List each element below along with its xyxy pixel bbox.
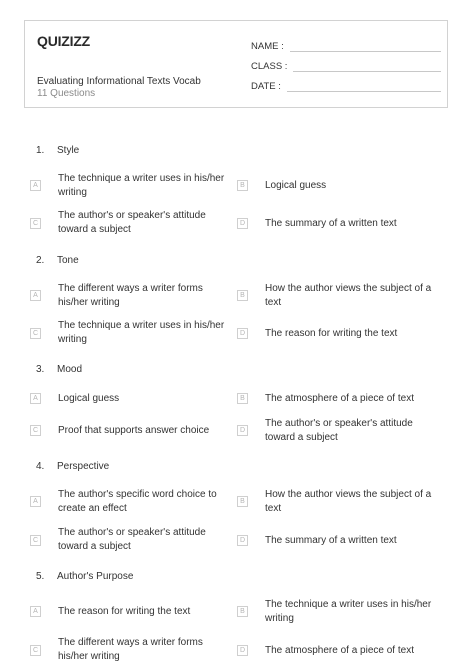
question-number: 5. [36, 571, 45, 582]
choice-text: The author's specific word choice to create an effect [58, 489, 217, 514]
date-line[interactable] [287, 81, 441, 92]
letter-a: A [30, 496, 41, 507]
choice-text: The technique a writer uses in his/her writing [58, 173, 225, 198]
class-field[interactable] [251, 61, 441, 72]
choice-text: Logical guess [265, 180, 327, 191]
letter-b: B [237, 606, 248, 617]
worksheet-header [24, 20, 448, 108]
name-line[interactable] [290, 41, 441, 52]
quizizz-logo: QUIZIZZ [37, 33, 91, 49]
question-number: 4. [36, 461, 45, 472]
letter-a: A [30, 393, 41, 404]
letter-c: C [30, 328, 41, 339]
question-number: 2. [36, 255, 45, 266]
choice-text: The author's or speaker's attitude toward a subject [58, 210, 206, 235]
choice-text: The atmosphere of a piece of text [265, 645, 414, 656]
worksheet-title: Evaluating Informational Texts Vocab [37, 76, 201, 87]
question-prompt: Mood [57, 364, 83, 375]
choice-text: The reason for writing the text [265, 328, 398, 339]
choice-text: The technique a writer uses in his/her writing [265, 599, 432, 624]
choice-text: The author's or speaker's attitude toward a subject [265, 418, 413, 443]
letter-c: C [30, 645, 41, 656]
choice-text: The author's or speaker's attitude toward a subject [58, 527, 206, 552]
choice-text: How the author views the subject of a text [265, 283, 432, 308]
letter-c: C [30, 425, 41, 436]
letter-d: D [237, 218, 248, 229]
letter-b: B [237, 180, 248, 191]
choice-text: The different ways a writer forms his/her writing [58, 637, 203, 662]
letter-a: A [30, 606, 41, 617]
date-field[interactable] [251, 81, 441, 92]
letter-c: C [30, 218, 41, 229]
letter-b: B [237, 290, 248, 301]
question-number: 3. [36, 364, 45, 375]
choice-text: The reason for writing the text [58, 606, 191, 617]
choice-text: Logical guess [58, 393, 120, 404]
letter-b: B [237, 496, 248, 507]
question-prompt: Perspective [57, 461, 110, 472]
letter-d: D [237, 645, 248, 656]
question-prompt: Author's Purpose [57, 571, 134, 582]
letter-d: D [237, 328, 248, 339]
name-label: NAME : [251, 41, 284, 52]
letter-c: C [30, 535, 41, 546]
choice-text: The different ways a writer forms his/her writing [58, 283, 203, 308]
letter-d: D [237, 535, 248, 546]
letter-a: A [30, 290, 41, 301]
choice-text: Proof that supports answer choice [58, 425, 210, 436]
class-line[interactable] [293, 61, 441, 72]
choice-text: The atmosphere of a piece of text [265, 393, 414, 404]
name-field[interactable] [251, 41, 441, 52]
letter-a: A [30, 180, 41, 191]
class-label: CLASS : [251, 61, 288, 72]
question-prompt: Style [57, 145, 80, 156]
choice-text: The summary of a written text [265, 218, 397, 229]
question-prompt: Tone [57, 255, 79, 266]
choice-text: How the author views the subject of a text [265, 489, 432, 514]
question-number: 1. [36, 145, 45, 156]
date-label: DATE : [251, 81, 281, 92]
choice-text: The summary of a written text [265, 535, 397, 546]
letter-d: D [237, 425, 248, 436]
letter-b: B [237, 393, 248, 404]
choice-text: The technique a writer uses in his/her writing [58, 320, 225, 345]
question-count: 11 Questions [37, 88, 96, 99]
